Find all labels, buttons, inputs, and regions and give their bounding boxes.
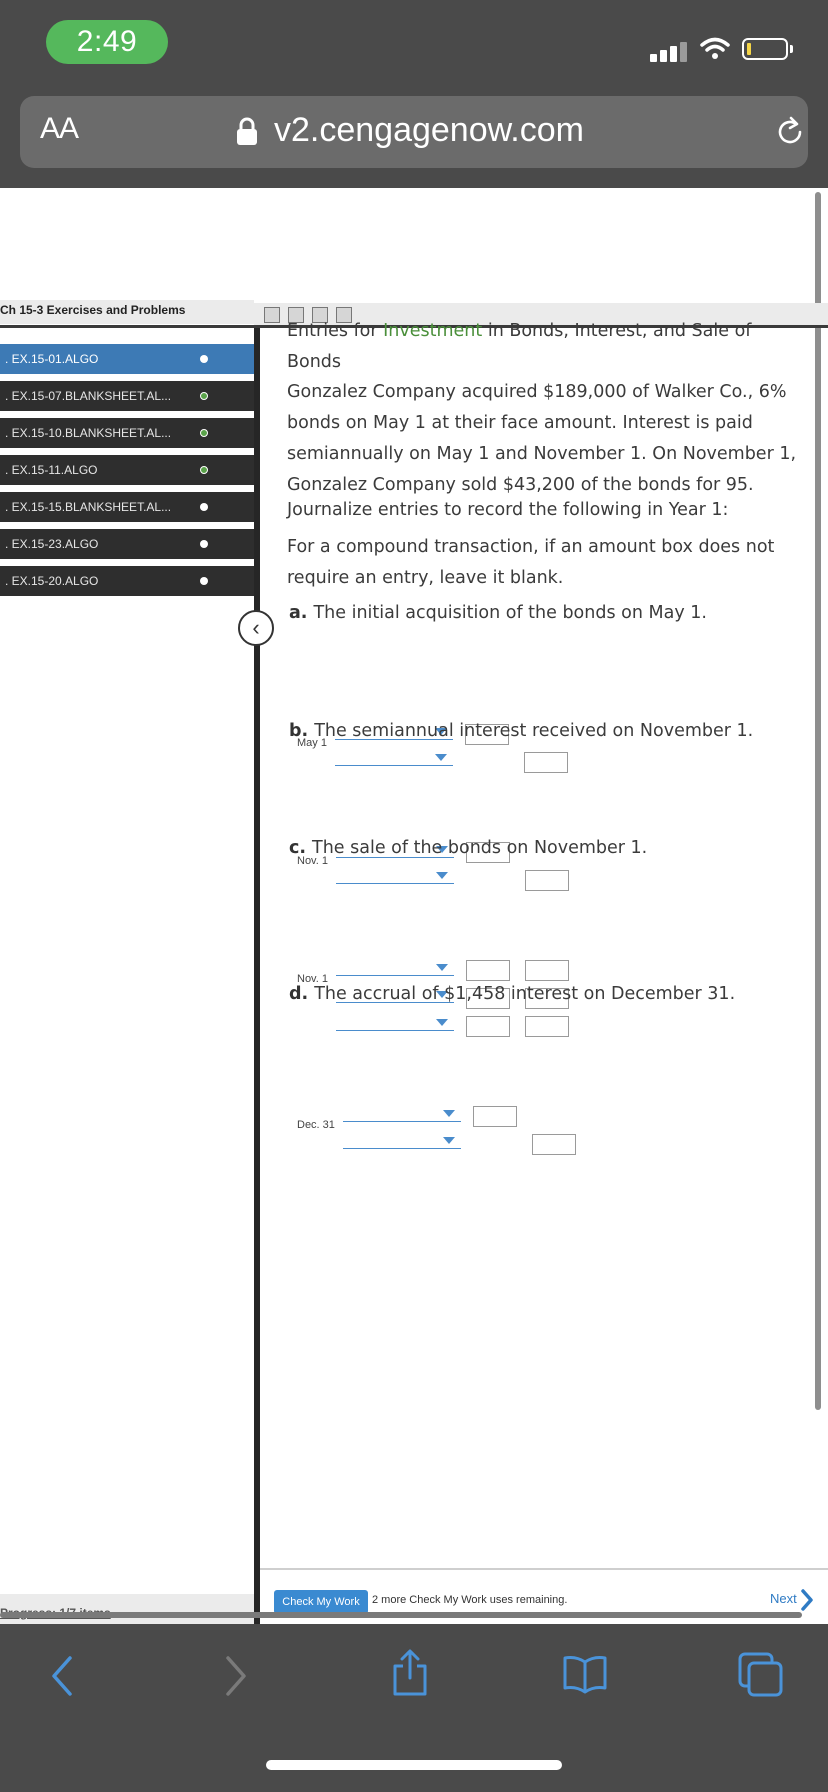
nav-item-label: . EX.15-07.BLANKSHEET.AL...: [5, 389, 172, 403]
status-dot: [200, 466, 208, 474]
status-dot: [200, 392, 208, 400]
home-indicator[interactable]: [266, 1760, 562, 1770]
status-bar: [0, 0, 828, 92]
nav-item-label: . EX.15-23.ALGO: [5, 537, 99, 551]
chevron-right-icon[interactable]: [800, 1588, 814, 1612]
web-content: [0, 188, 828, 1624]
question-text: The initial acquisition of the bonds on May 1.: [313, 603, 707, 623]
forward-icon[interactable]: [222, 1654, 250, 1698]
back-icon[interactable]: [48, 1654, 76, 1698]
credit-input[interactable]: [525, 1016, 569, 1037]
battery-tip: [790, 45, 793, 53]
account-dropdown[interactable]: [343, 1137, 461, 1149]
credit-input[interactable]: [525, 870, 569, 891]
account-dropdown[interactable]: [336, 872, 454, 884]
nav-item-label: . EX.15-20.ALGO: [5, 574, 99, 588]
battery-icon: [742, 38, 788, 60]
chevron-down-icon: [436, 964, 448, 971]
chevron-down-icon: [435, 754, 447, 761]
status-dot: [200, 503, 208, 511]
nav-item-label: . EX.15-10.BLANKSHEET.AL...: [5, 426, 172, 440]
entry-date: Nov. 1: [297, 855, 328, 867]
share-icon[interactable]: [390, 1648, 430, 1698]
debit-input[interactable]: [466, 1016, 510, 1037]
investment-link[interactable]: Investment: [383, 321, 483, 341]
entry-date: Dec. 31: [297, 1119, 335, 1131]
assignment-header: [0, 300, 254, 324]
status-dot: [200, 429, 208, 437]
entry-date: Nov. 1: [297, 973, 328, 985]
horizontal-scrollbar[interactable]: [0, 1612, 802, 1618]
ebook-icon[interactable]: [264, 307, 280, 323]
footer-divider: [260, 1568, 828, 1570]
debit-input[interactable]: [473, 1106, 517, 1127]
chevron-down-icon: [443, 1110, 455, 1117]
question-letter: c.: [289, 838, 307, 858]
progress-area: [0, 1594, 254, 1624]
account-dropdown[interactable]: [343, 1110, 461, 1122]
question-letter: d.: [289, 984, 309, 1004]
problem-title: Entries for Investment in Bonds, Interest, and Sale of Bonds: [287, 321, 752, 372]
debit-input[interactable]: [466, 960, 510, 981]
account-dropdown[interactable]: [336, 1019, 454, 1031]
nav-item-label: . EX.15-01.ALGO: [5, 352, 99, 366]
cellular-signal-icon: [650, 40, 690, 62]
status-time: 2:49: [46, 20, 168, 64]
credit-input[interactable]: [532, 1134, 576, 1155]
reload-icon[interactable]: [772, 114, 808, 150]
check-my-work-button[interactable]: Check My Work: [274, 1590, 368, 1614]
chevron-down-icon: [443, 1137, 455, 1144]
question-letter: b.: [289, 721, 309, 741]
nav-item[interactable]: [0, 492, 254, 522]
nav-item[interactable]: [0, 529, 254, 559]
lock-icon: [236, 116, 258, 146]
question-text: The sale of the bonds on November 1.: [312, 838, 648, 858]
page-scrollbar[interactable]: [815, 192, 821, 1410]
question-letter: a.: [289, 603, 308, 623]
account-dropdown[interactable]: [336, 964, 454, 976]
question-b: [289, 716, 753, 747]
status-dot: [200, 355, 208, 363]
address-bar[interactable]: [20, 96, 808, 168]
battery-level: [747, 43, 751, 55]
question-d: [289, 979, 735, 1010]
credit-input[interactable]: [525, 960, 569, 981]
question-text: The accrual of $1,458 interest on December 31.: [314, 984, 736, 1004]
next-link[interactable]: Next: [770, 1591, 797, 1606]
chevron-down-icon: [436, 872, 448, 879]
problem-instruction: Journalize entries to record the following in Year 1:: [287, 500, 729, 520]
question-c: [289, 833, 647, 864]
nav-item[interactable]: [0, 566, 254, 596]
nav-item[interactable]: [0, 418, 254, 448]
problem-note: For a compound transaction, if an amount box does not require an entry, leave it blank.: [287, 537, 775, 588]
wifi-icon: [700, 36, 730, 62]
nav-item[interactable]: [0, 455, 254, 485]
nav-item-label: . EX.15-11.ALGO: [5, 463, 98, 477]
account-dropdown[interactable]: [335, 754, 453, 766]
url-text[interactable]: v2.cengagenow.com: [274, 111, 584, 149]
nav-item[interactable]: [0, 344, 254, 374]
status-dot: [200, 577, 208, 585]
question-text: The semiannual interest received on November 1.: [314, 721, 754, 741]
entry-date: May 1: [297, 737, 327, 749]
status-dot: [200, 540, 208, 548]
collapse-sidebar-button[interactable]: ‹: [238, 610, 274, 646]
sidebar-divider[interactable]: [254, 328, 260, 1624]
check-remaining-text: 2 more Check My Work uses remaining.: [372, 1594, 568, 1606]
problem-body: Gonzalez Company acquired $189,000 of Walker Co., 6% bonds on May 1 at their face amount. Interest is paid semiannually on May 1 and November 1. On November 1, Gonzalez Company sold $43,200 of the bonds for 95.: [287, 382, 797, 495]
chevron-down-icon: [436, 1019, 448, 1026]
bookmarks-icon[interactable]: [562, 1654, 608, 1694]
nav-item[interactable]: [0, 381, 254, 411]
credit-input[interactable]: [524, 752, 568, 773]
nav-item-label: . EX.15-15.BLANKSHEET.AL...: [5, 500, 172, 514]
tabs-icon[interactable]: [736, 1650, 786, 1698]
question-a: [289, 598, 707, 629]
assignment-title: Ch 15-3 Exercises and Problems: [0, 303, 186, 317]
text-size-button[interactable]: AA: [40, 112, 79, 145]
